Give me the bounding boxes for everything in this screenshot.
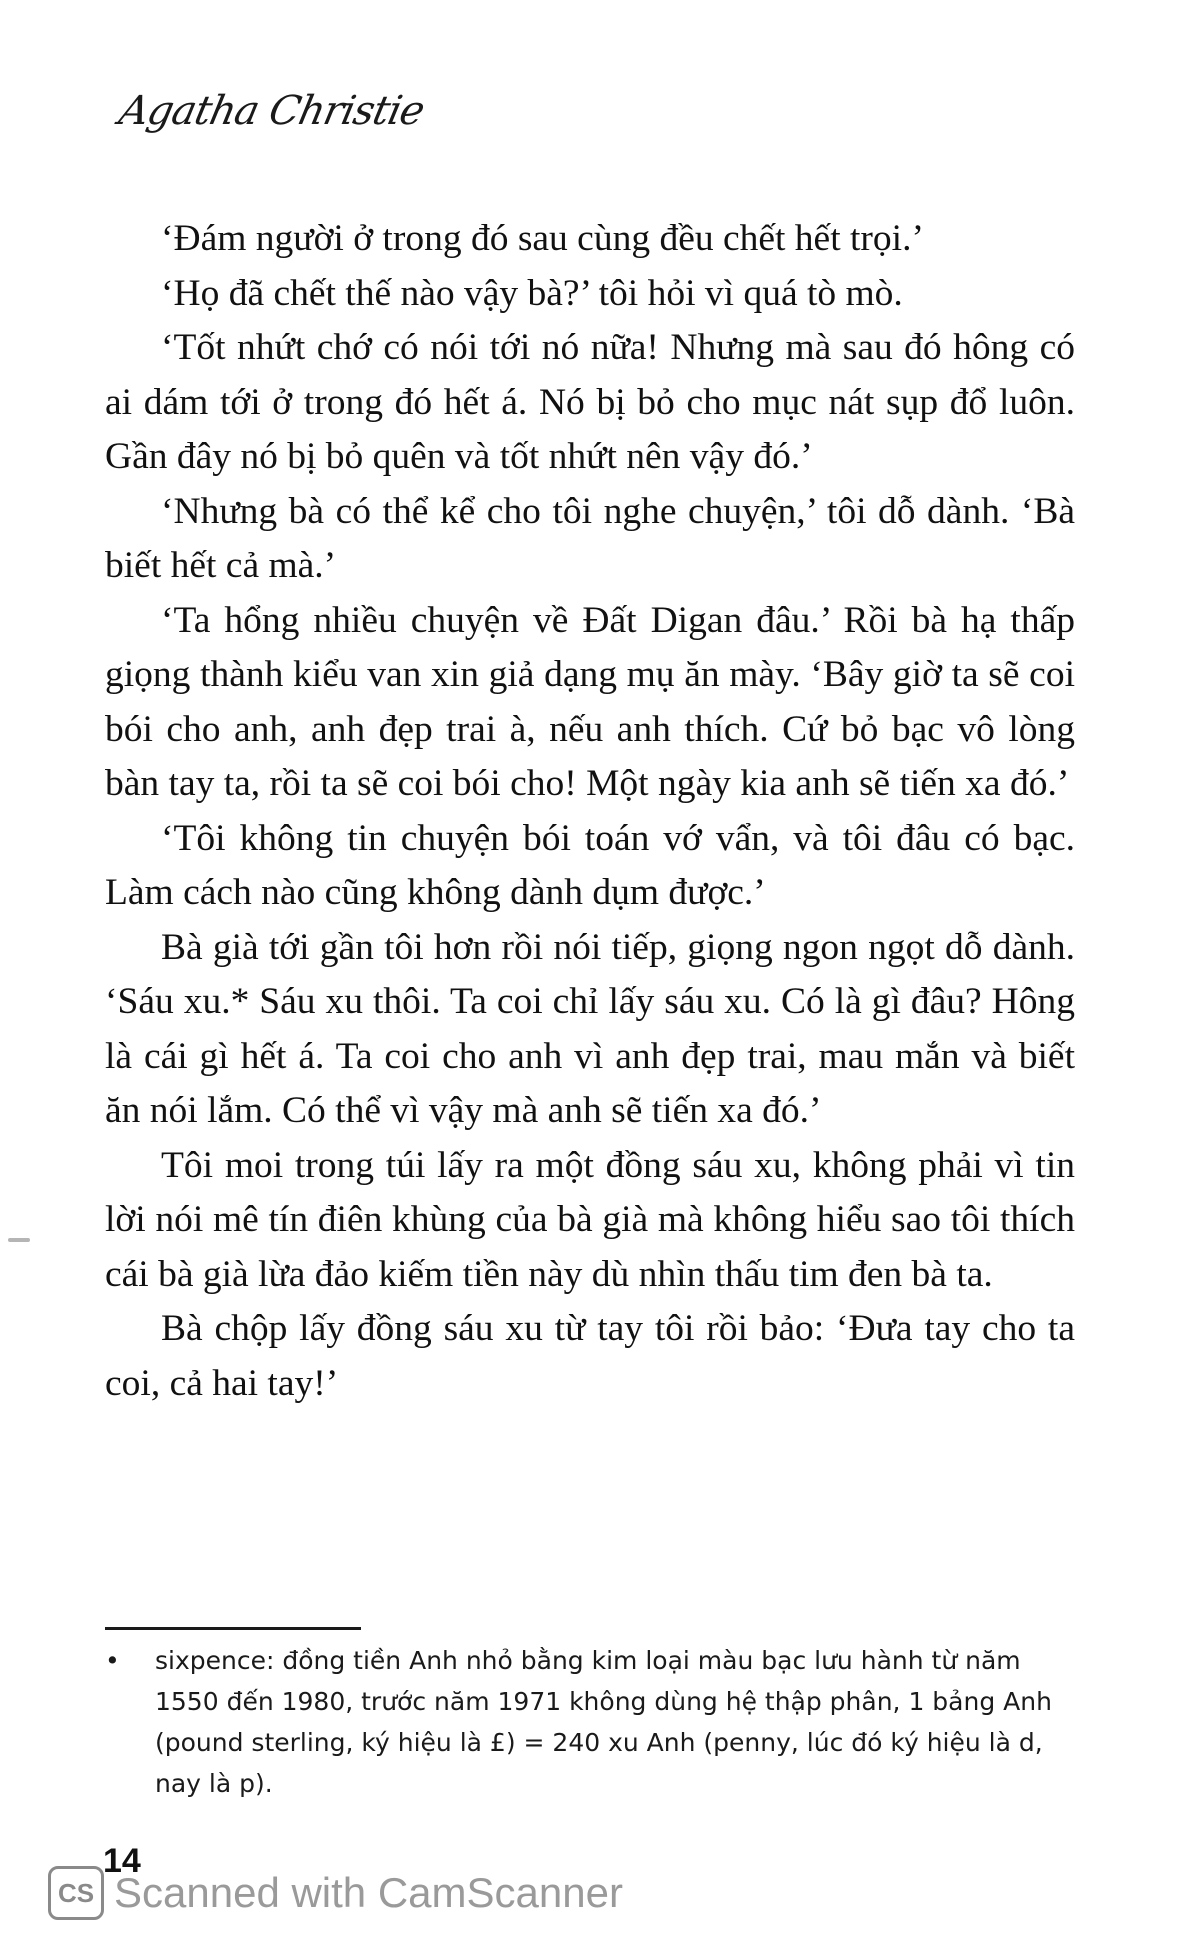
paragraph: Bà già tới gần tôi hơn rồi nói tiếp, giọng ngon ngọt dỗ dành. ‘Sáu xu.* Sáu xu thôi. Ta coi chỉ lấy sáu xu. Có là gì đâu? Hông là cái gì hết á. Ta coi cho anh vì anh đẹp trai, mau mắn và biết ăn nói lắm. Có thể vì vậy mà anh sẽ tiến xa đó.’	[105, 926, 1075, 1131]
footnote-marker: •	[105, 1646, 120, 1675]
paragraph: Tôi moi trong túi lấy ra một đồng sáu xu, không phải vì tin lời nói mê tín điên khùng của bà già mà không hiểu sao tôi thích cái bà già lừa đảo kiếm tiền này dù nhìn thấu tim đen bà ta.	[105, 1144, 1075, 1295]
paragraph: ‘Tốt nhứt chớ có nói tới nó nữa! Nhưng mà sau đó hông có ai dám tới ở trong đó hết á. Nó bị bỏ cho mục nát sụp đổ luôn. Gần đây nó bị bỏ quên và tốt nhứt nên vậy đó.’	[105, 327, 1075, 477]
paragraph: ‘Đám người ở trong đó sau cùng đều chết hết trọi.’	[161, 218, 924, 259]
scan-speck	[8, 1238, 30, 1242]
paragraph: ‘Họ đã chết thế nào vậy bà?’ tôi hỏi vì quá tò mò.	[161, 272, 903, 314]
camscanner-logo-icon: CS	[48, 1866, 104, 1920]
page-number: 14	[103, 1842, 141, 1880]
scanner-watermark	[48, 1866, 623, 1920]
paragraph: Bà chộp lấy đồng sáu xu từ tay tôi rồi bảo: ‘Đưa tay cho ta coi, cả hai tay!’	[105, 1308, 1075, 1404]
footnote-text: sixpence: đồng tiền Anh nhỏ bằng kim loại màu bạc lưu hành từ năm 1550 đến 1980, trước năm 1971 không dùng hệ thập phân, 1 bảng Anh (pound sterling, ký hiệu là £) = 240 xu Anh (penny, lúc đó ký hiệu là d, nay là p).	[155, 1646, 1052, 1798]
author-signature: Agatha Christie	[115, 88, 428, 134]
footnote	[105, 1640, 1055, 1804]
paragraph: ‘Nhưng bà có thể kể cho tôi nghe chuyện,’ tôi dỗ dành. ‘Bà biết hết cả mà.’	[105, 490, 1075, 586]
footnote-divider	[105, 1627, 361, 1630]
paragraph: ‘Tôi không tin chuyện bói toán vớ vẩn, và tôi đâu có bạc. Làm cách nào cũng không dành dụm được.’	[105, 817, 1075, 913]
body-text	[105, 212, 1075, 1411]
paragraph: ‘Ta hổng nhiều chuyện về Đất Digan đâu.’ Rồi bà hạ thấp giọng thành kiểu van xin giả dạng mụ ăn mày. ‘Bây giờ ta sẽ coi bói cho anh, anh đẹp trai à, nếu anh thích. Cứ bỏ bạc vô lòng bàn tay ta, rồi ta sẽ coi bói cho! Một ngày kia anh sẽ tiến xa đó.’	[105, 599, 1075, 804]
watermark-text: Scanned with CamScanner	[114, 1869, 623, 1916]
